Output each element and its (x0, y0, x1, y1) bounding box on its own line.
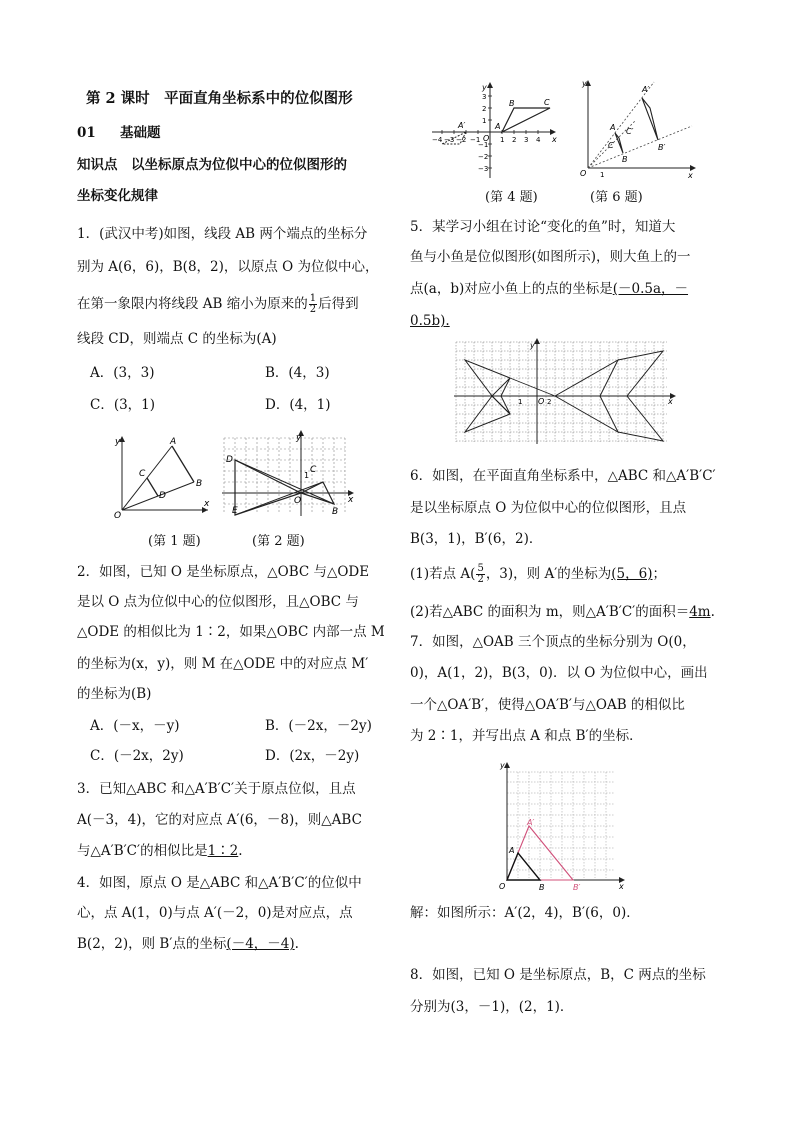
q3-line3-pre: 与△A′B′C′的相似比是 (77, 843, 208, 859)
fig5-label-y: y (530, 341, 535, 350)
fig4-ytick-1: 1 (482, 117, 487, 125)
figure-6 (570, 76, 700, 180)
fig4-label-y: y (482, 83, 487, 92)
fig1-label-a: A (170, 437, 177, 447)
q6-fraction (476, 564, 484, 585)
q5-answer-part2: 0.5b) (410, 313, 446, 329)
q5-line4-post: . (445, 313, 450, 329)
q1-line3-post: 后得到 (318, 296, 359, 312)
q1-option-b: B．(4，3) (265, 365, 330, 381)
q7-line1: 7．如图，△OAB 三个顶点的坐标分别为 O(0， (410, 634, 696, 650)
q4-line3-post: . (294, 936, 299, 952)
q6-part1-post: ； (652, 566, 666, 582)
q6-part2-pre: (2)若△ABC 的面积为 m，则△A′B′C′的面积＝ (410, 604, 690, 620)
q1-frac-den: 2 (309, 304, 317, 315)
fig1-label-d: D (159, 491, 166, 501)
figure-7 (495, 758, 630, 892)
q1-option-a: A．(3，3) (90, 365, 155, 381)
fig6-label-bprime: B′ (658, 143, 666, 152)
fig4-label-b: B (509, 99, 515, 108)
q7-line2: 0)，A(1，2)，B(3，0)．以 O 为位似中心，画出 (410, 665, 708, 681)
fig4-label-x: x (552, 135, 557, 144)
figure-2-caption: (第 2 题) (252, 534, 305, 549)
q6-line3: B(3，1)，B′(6，2)． (410, 531, 543, 547)
fig7-label-bprime: B′ (573, 883, 581, 892)
fig5-label-x: x (668, 397, 673, 406)
fig2-label-o: O (294, 496, 302, 506)
q2-line5: 的坐标为(B) (77, 686, 152, 702)
q6-frac-den: 2 (477, 574, 484, 585)
q2-line4: 的坐标为(x，y)，则 M 在△ODE 中的对应点 M′ (77, 656, 369, 672)
q5-answer-part1: (－0.5a，－ (612, 281, 689, 297)
fig4-xtick-neg1: −1 (470, 136, 481, 144)
q6-part2-post: . (710, 604, 715, 620)
fig2-label-x: x (348, 495, 354, 505)
q1-option-c: C．(3，1) (90, 397, 156, 413)
q8-line1: 8．如图，已知 O 是坐标原点，B，C 两点的坐标 (410, 967, 706, 983)
section-name: 基础题 (120, 125, 161, 141)
fig4-xtick-4: 4 (536, 136, 541, 144)
fig4-label-aprime: A′ (458, 121, 466, 130)
fig6-label-x: x (688, 171, 693, 180)
fig2-label-d: D (226, 455, 233, 465)
fig4-xtick-1: 1 (500, 136, 505, 144)
fig6-label-one: 1 (600, 171, 605, 179)
q4-line1: 4．如图，原点 O 是△ABC 和△A′B′C′的位似中 (77, 875, 362, 891)
figure-4 (430, 80, 560, 180)
q2-option-b: B．(－2x，－2y) (265, 718, 372, 734)
fig4-ytick-3: 3 (482, 93, 487, 101)
fig2-label-y: y (296, 433, 302, 443)
fig7-label-y: y (500, 761, 505, 770)
q5-line3-pre: 点(a，b)对应小鱼上的点的坐标是 (410, 281, 613, 297)
q2-option-c: C．(－2x，2y) (90, 748, 184, 764)
q6-line2: 是以坐标原点 O 为位似中心的位似图形，且点 (410, 500, 687, 516)
q4-line3 (77, 935, 299, 953)
q3-answer: 1∶2 (207, 843, 239, 859)
fig7-label-a: A (509, 846, 515, 855)
fig1-label-y: y (115, 437, 121, 447)
q1-line3-pre: 在第一象限内将线段 AB 缩小为原来的 (77, 296, 308, 312)
fig7-label-x: x (619, 882, 624, 891)
section-number: 01 (77, 125, 96, 141)
fig2-label-e: E (232, 506, 238, 516)
q3-line1: 3．已知△ABC 和△A′B′C′关于原点位似，且点 (77, 781, 356, 797)
fig4-label-o: O (483, 134, 490, 143)
q2-option-a: A．(－x，－y) (90, 718, 180, 734)
q4-answer: (－4，－4) (226, 936, 295, 952)
fig6-label-o: O (580, 169, 587, 178)
fig4-label-a: A (495, 122, 501, 131)
fig4-ytick-2: 2 (482, 105, 487, 113)
fig6-label-y: y (582, 79, 587, 88)
fig7-label-aprime: A′ (527, 818, 535, 827)
fig4-ytick-neg2: −2 (478, 153, 489, 161)
q5-line4 (410, 312, 450, 330)
q6-part2 (410, 603, 715, 621)
fig4-xtick-neg4: −4 (432, 136, 443, 144)
fig4-label-c: C (544, 98, 550, 107)
figure-1-caption: (第 1 题) (148, 534, 201, 549)
figure-6-caption: (第 6 题) (590, 190, 643, 205)
fig7-label-b: B (539, 883, 545, 892)
q6-part1-answer: (5，6) (611, 566, 653, 582)
fig1-label-c: C (139, 469, 146, 479)
fig6-label-cprime: C′ (626, 127, 634, 136)
q1-option-d: D．(4，1) (265, 397, 331, 413)
topic-heading-line2: 坐标变化规律 (77, 188, 158, 204)
q5-line1: 5．某学习小组在讨论“变化的鱼”时，知道大 (410, 219, 676, 235)
q2-line2: 是以 O 点为位似中心的位似图形，且△OBC 与 (77, 594, 359, 610)
figure-5 (452, 338, 680, 446)
q6-line1: 6．如图，在平面直角坐标系中，△ABC 和△A′B′C′ (410, 468, 716, 484)
q6-frac-num: 5 (477, 563, 484, 574)
figure-2 (218, 428, 358, 518)
q3-line2: A(－3，4)，它的对应点 A′(6，－8)，则△ABC (77, 812, 362, 828)
q1-line3 (77, 294, 359, 315)
q1-line2: 别为 A(6，6)，B(8，2)，以原点 O 为位似中心， (77, 259, 379, 275)
q5-line3 (410, 280, 688, 298)
q7-line3: 一个△OA′B′，使得△OA′B′与△OAB 的相似比 (410, 697, 685, 713)
q2-line3: △ODE 的相似比为 1∶2，如果△OBC 内部一点 M (77, 624, 385, 640)
fig6-label-b: B (622, 155, 628, 164)
fig4-xtick-3: 3 (524, 136, 529, 144)
q6-part1 (410, 564, 666, 585)
q6-part2-answer: 4m (689, 604, 711, 620)
q7-line4: 为 2∶1，并写出点 A 和点 B′的坐标． (410, 728, 643, 744)
q3-line3-post: . (238, 843, 243, 859)
fig4-xtick-neg3: −3 (444, 136, 455, 144)
q7-solution: 解：如图所示：A′(2，4)，B′(6，0)． (410, 905, 640, 921)
page-title: 第 2 课时 平面直角坐标系中的位似图形 (86, 90, 353, 107)
fig2-label-c: C (310, 465, 317, 475)
fig2-label-one: 1 (304, 471, 310, 480)
q4-line3-pre: B(2，2)，则 B′点的坐标 (77, 936, 227, 952)
q5-line2: 鱼与小鱼是位似图形(如图所示)，则大鱼上的一 (410, 249, 691, 265)
fig4-xtick-2: 2 (512, 136, 517, 144)
fig4-xtick-neg2: −2 (456, 136, 467, 144)
fig1-label-b: B (196, 479, 203, 489)
fig5-label-two: 2 (547, 398, 552, 406)
q4-line2: 心，点 A(1，0)与点 A′(－2，0)是对应点，点 (77, 905, 353, 921)
q1-frac-num: 1 (309, 293, 317, 304)
fig4-ytick-neg3: −3 (478, 165, 489, 173)
q2-line1: 2．如图，已知 O 是坐标原点，△OBC 与△ODE (77, 564, 370, 580)
figure-1 (102, 432, 212, 518)
fig5-label-o: O (538, 397, 545, 406)
fig6-label-aprime: A′ (642, 85, 650, 94)
q6-part1-mid: ，3)，则 A′的坐标为 (485, 566, 612, 582)
fig6-label-c: C (608, 141, 614, 150)
q2-option-d: D．(2x，－2y) (265, 748, 360, 764)
fig1-label-o: O (114, 511, 122, 518)
q1-line4: 线段 CD，则端点 C 的坐标为(A) (77, 331, 277, 347)
fig1-label-x: x (204, 499, 210, 509)
q1-fraction (309, 294, 317, 315)
fig4-ytick-neg1: −1 (478, 141, 489, 149)
q6-part1-pre: (1)若点 A( (410, 566, 476, 582)
topic-heading-line1: 知识点 以坐标原点为位似中心的位似图形的 (77, 157, 347, 173)
fig5-label-one: 1 (518, 398, 523, 406)
fig7-label-o: O (499, 882, 506, 891)
q3-line3 (77, 842, 243, 860)
fig2-label-b: B (332, 507, 339, 517)
figure-4-caption: (第 4 题) (485, 190, 538, 205)
fig6-label-a: A (610, 123, 616, 132)
q8-line2: 分别为(3，－1)，(2，1)． (410, 999, 574, 1015)
q1-line1: 1．(武汉中考)如图，线段 AB 两个端点的坐标分 (77, 226, 368, 242)
